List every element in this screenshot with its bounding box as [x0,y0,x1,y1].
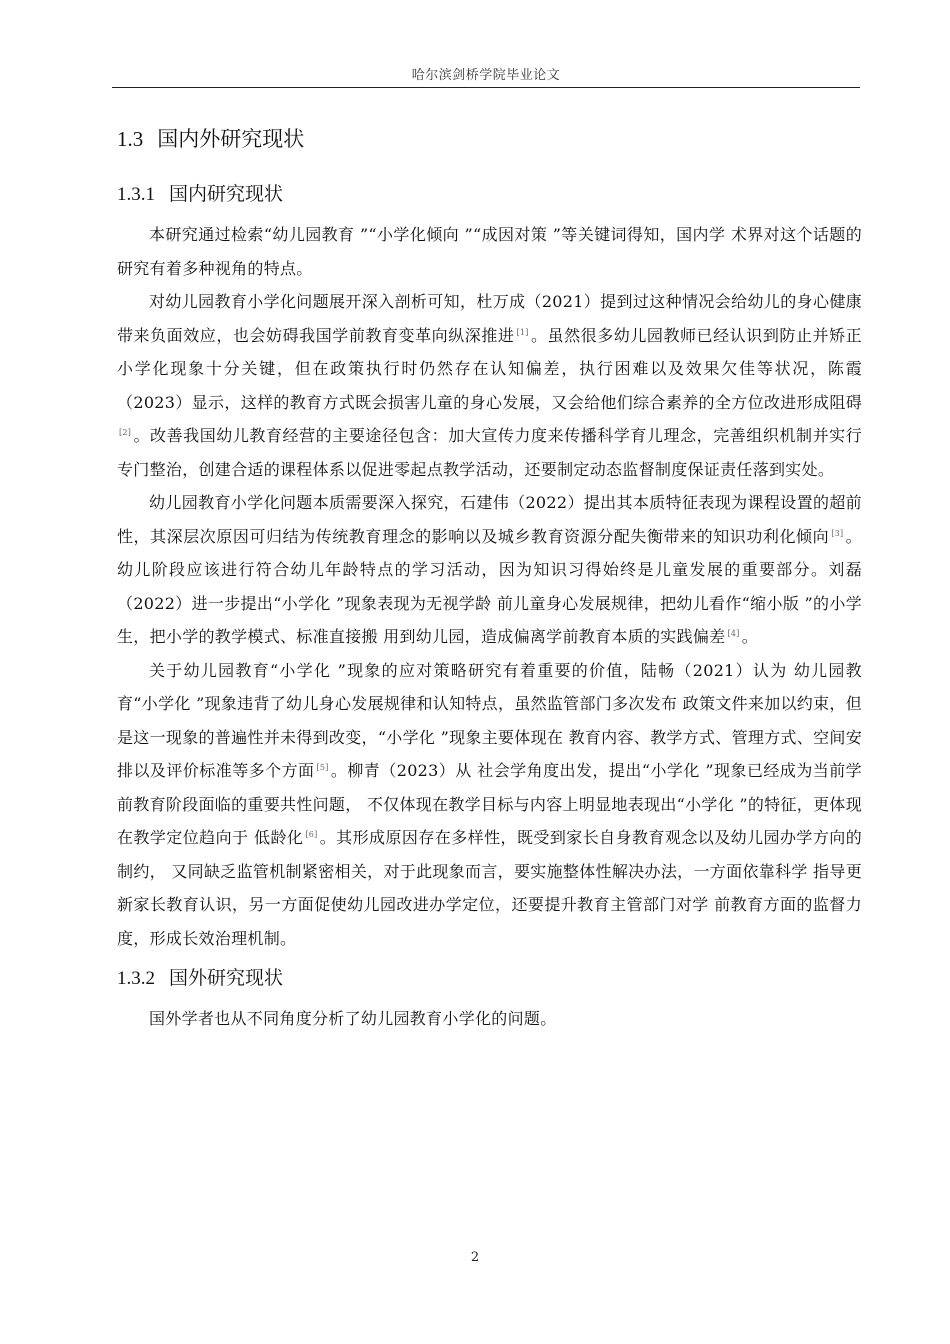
section-title: 国内外研究现状 [157,127,305,151]
header-divider [112,87,860,88]
paragraph: 国外学者也从不同角度分析了幼儿园教育小学化的问题。 [149,1009,557,1028]
citation-ref: [2] [119,428,132,437]
citation-ref: [4] [727,629,740,638]
subsection-number: 1.3.2 [117,968,155,989]
paragraph-text: 。 [741,627,759,646]
body-content [117,120,862,1036]
paragraph [117,486,862,654]
citation-ref: [1] [516,327,529,337]
paragraph-text: 。其形成原因存在多样性，既受到家长自身教育观念以及幼儿园办学方向的制约， 又同缺乏监管机制紧密相关，对于此现象而言，要实施整体性解决办法，一方面依靠科学 指导更新家长教育认识，另一方面促使幼儿园改进办学定位，还要提升教育主管部门对学 前教育方面的监督力度，形成长效治理机制。 [117,828,863,948]
section-heading [117,120,862,158]
citation-ref: [3] [831,528,844,538]
paragraph-text: 。幼儿阶段应该进行符合幼儿年龄特点的学习活动，因为知识习得始终是儿童发展的重要部分。刘磊（2022）进一步提出“小学化 ”现象表现为无视学龄 前儿童身心发展规律，把幼儿看作“缩小版 ”的小学生，把小学的教学模式、标准直接搬 用到幼儿园，造成偏离学前教育本质的实践偏差 [117,526,862,646]
citation-ref: [5] [316,763,329,772]
paragraph: 本研究通过检索“幼儿园教育 ”“小学化倾向 ”“成因对策 ”等关键词得知，国内学 术界对这个话题的研究有着多种视角的特点。 [117,225,862,278]
paragraph-text: 关于幼儿园教育“小学化 ”现象的应对策略研究有着重要的价值，陆畅（2021）认为 幼儿园教育“小学化 ”现象违背了幼儿身心发展规律和认知特点，虽然监管部门多次发布 政策文件来加以约束，但是这一现象的普遍性并未得到改变，“小学化 ”现象主要体现在 教育内容、教学方式、管理方式、空间安排以及评价标准等多个方面 [117,660,862,780]
paragraph-text: 。改善我国幼儿教育经营的主要途径包含：加大宣传力度来传播科学育儿理念，完善组织机制并实行专门整治，创建合适的课程体系以促进零起点教学活动，还要制定动态监督制度保证责任落到实处。 [117,426,862,479]
paragraph-text: 对幼儿园教育小学化问题展开深入剖析可知，杜万成（2021）提到过这种情况会给幼儿的身心健康带来负面效应，也会妨碍我国学前教育变革向纵深推进 [117,292,862,345]
subsection-heading [117,177,862,212]
subsection-title: 国内研究现状 [169,183,284,205]
subsection-number: 1.3.1 [117,184,155,205]
subsection-heading [117,961,862,996]
paragraph-text: 。虽然很多幼儿园教师已经认识到防止并矫正小学化现象十分关键，但在政策执行时仍然存在认知偏差，执行困难以及效果欠佳等状况，陈霞（2023）显示，这样的教育方式既会损害儿童的身心发展，又会给他们综合素养的全方位改进形成阻碍 [117,325,862,412]
subsection-title: 国外研究现状 [169,967,284,989]
paragraph-text: 。柳青（2023）从 社会学角度出发，提出“小学化 ”现象已经成为当前学前教育阶段面临的重要共性问题， 不仅体现在教学目标与内容上明显地表现出“小学化 ”的特征，更体现在教学定位趋向于 低龄化 [117,761,862,847]
paragraph-text: 幼儿园教育小学化问题本质需要深入探究，石建伟（2022）提出其本质特征表现为课程设置的超前性，其深层次原因可归结为传统教育理念的影响以及城乡教育资源分配失衡带来的知识功利化倾向 [117,493,862,546]
section-number: 1.3 [117,127,144,151]
running-header: 哈尔滨剑桥学院毕业论文 [411,68,561,83]
paragraph [117,285,862,486]
page-number: 2 [470,1250,480,1265]
citation-ref: [6] [305,830,318,839]
paragraph [117,654,862,956]
